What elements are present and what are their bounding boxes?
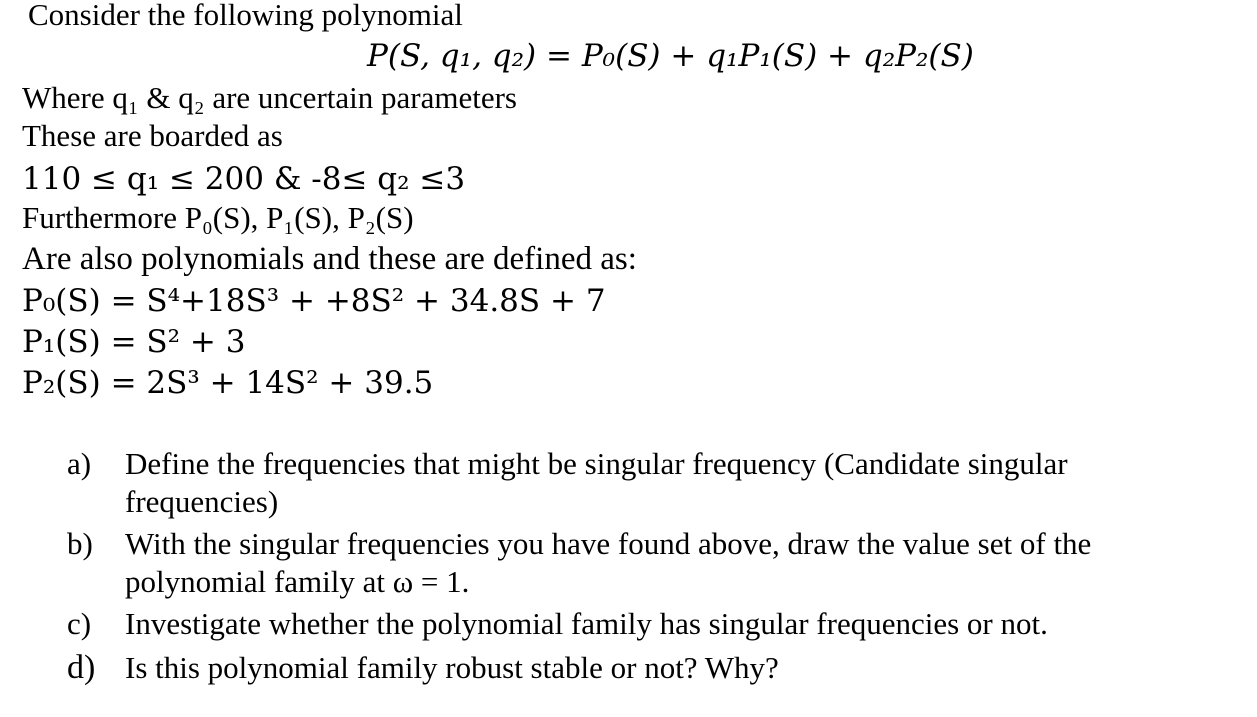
question-letter: b) bbox=[67, 526, 93, 561]
question-c bbox=[67, 606, 1247, 644]
question-d bbox=[67, 650, 1247, 688]
uncertain-parameters-text: Where q₁ & q₂ are uncertain parameters bbox=[22, 80, 517, 115]
p0-definition: P₀(S) = S⁴+18S³ + +8S² + 34.8S + 7 bbox=[22, 283, 606, 319]
question-text: Investigate whether the polynomial family has singular frequencies or not. bbox=[125, 606, 1048, 641]
main-equation: P(S, q₁, q₂) = P₀(S) + q₁P₁(S) + q₂P₂(S) bbox=[367, 38, 974, 74]
p2-definition: P₂(S) = 2S³ + 14S² + 39.5 bbox=[22, 365, 434, 401]
question-letter: d) bbox=[67, 649, 96, 686]
question-text: Is this polynomial family robust stable or not? Why? bbox=[125, 650, 779, 685]
question-a bbox=[67, 446, 1247, 522]
parameter-bounds: 110 ≤ q₁ ≤ 200 & -8≤ q₂ ≤3 bbox=[22, 161, 466, 197]
question-text: With the singular frequencies you have found above, draw the value set of the bbox=[125, 526, 1092, 561]
p1-definition: P₁(S) = S² + 3 bbox=[22, 324, 246, 360]
definition-intro-text: Are also polynomials and these are defined as: bbox=[22, 241, 637, 277]
furthermore-text: Furthermore P₀(S), P₁(S), P₂(S) bbox=[22, 200, 414, 235]
question-b bbox=[67, 526, 1247, 602]
question-text-continued: polynomial family at ω = 1. bbox=[125, 564, 470, 599]
question-letter: c) bbox=[67, 606, 92, 641]
question-text-continued: frequencies) bbox=[125, 484, 279, 519]
bounds-intro-text: These are boarded as bbox=[22, 118, 283, 153]
intro-text: Consider the following polynomial bbox=[28, 0, 463, 32]
question-text: Define the frequencies that might be singular frequency (Candidate singular bbox=[125, 446, 1068, 481]
question-letter: a) bbox=[67, 446, 92, 481]
